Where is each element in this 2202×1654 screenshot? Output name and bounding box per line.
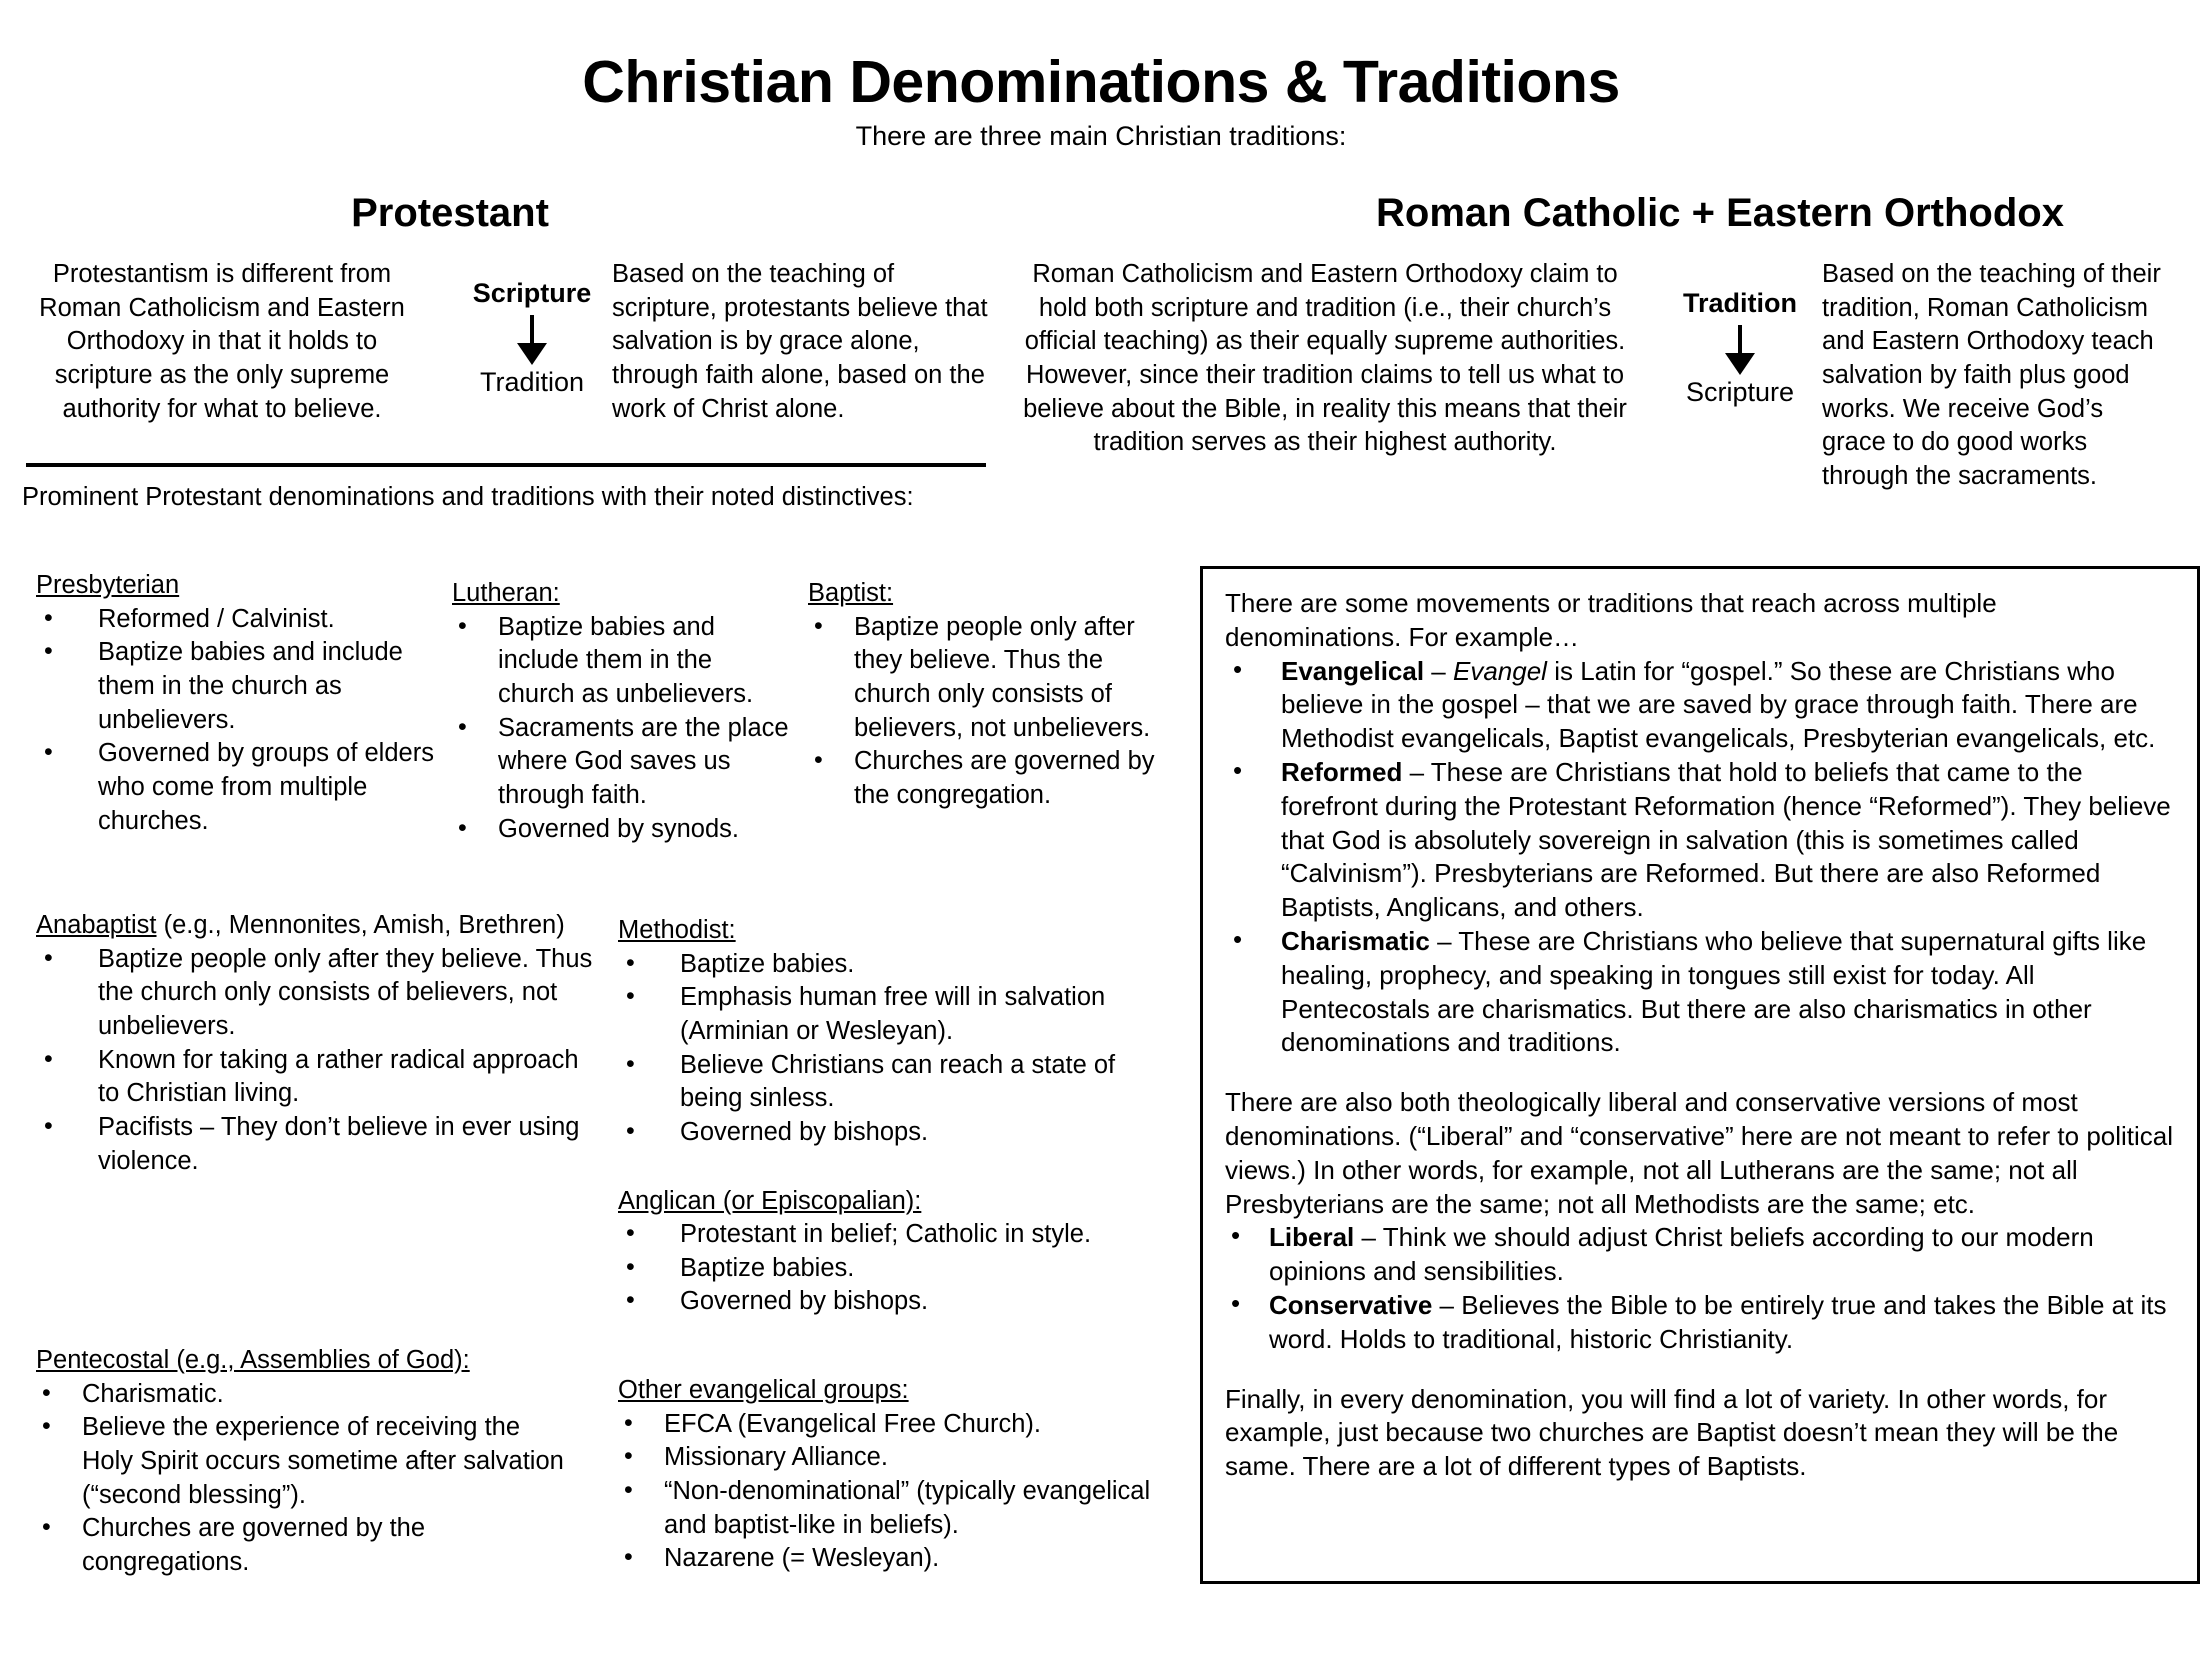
side-panel-content xyxy=(1225,587,2175,1484)
prominent-denominations-line: Prominent Protestant denominations and traditions with their noted distinctives: xyxy=(22,483,914,511)
list-item: • Churches are governed by the congregation. xyxy=(808,745,1168,812)
denomination-block-methodist-anglican xyxy=(618,915,1178,1319)
list-item: • Pacifists – They don’t believe in ever using violence. xyxy=(36,1111,606,1178)
list-item: • Sacraments are the place where God saves us through faith. xyxy=(452,712,792,813)
denomination-title-other-evangelical: Other evangelical groups: xyxy=(618,1376,909,1404)
list-item: • “Non-denominational” (typically evangelical and baptist-like in beliefs). xyxy=(618,1475,1178,1542)
denomination-list-lutheran xyxy=(452,611,792,847)
catholic-orthodox-authority-bottom: Scripture xyxy=(1685,377,1795,408)
list-item: • Evangelical – Evangel is Latin for “gospel.” So these are Christians who believe in the gospel – that we are saved by grace through faith. There are Methodist evangelicals, Baptist evangelicals, Presbyterian evangelicals, etc. xyxy=(1225,655,2175,756)
denomination-title-methodist: Methodist: xyxy=(618,916,736,944)
list-item: • Governed by synods. xyxy=(452,813,792,847)
list-item: • Conservative – Believes the Bible to be entirely true and takes the Bible at its word. Holds to traditional, historic Christianity. xyxy=(1225,1289,2175,1357)
list-item: • Believe Christians can reach a state of being sinless. xyxy=(618,1049,1178,1116)
list-item: • Governed by bishops. xyxy=(618,1116,1178,1150)
list-item: • Baptize babies and include them in the church as unbelievers. xyxy=(36,636,456,737)
list-item: • Governed by bishops. xyxy=(618,1285,1178,1319)
denomination-title-pentecostal: Pentecostal (e.g., Assemblies of God): xyxy=(36,1346,470,1374)
denomination-block-lutheran xyxy=(452,578,792,846)
list-item: • Charismatic – These are Christians who believe that supernatural gifts like healing, prophecy, and speaking in tongues still exist for today. All Pentecostals are charismatics. But there are also charismatics in other denominations and traditions. xyxy=(1225,925,2175,1060)
list-item: • Reformed / Calvinist. xyxy=(36,603,456,637)
denomination-title-baptist: Baptist: xyxy=(808,579,894,607)
side-panel-intro: There are some movements or traditions that reach across multiple denominations. For example… xyxy=(1225,588,1997,652)
section-heading-catholic-orthodox: Roman Catholic + Eastern Orthodox xyxy=(1376,191,2064,235)
protestant-authority-bottom: Tradition xyxy=(479,367,585,398)
denomination-title-anabaptist: Anabaptist (e.g., Mennonites, Amish, Brethren) xyxy=(36,911,565,939)
cross-denominational-movements-box xyxy=(1200,566,2200,1584)
side-panel-movements-list xyxy=(1225,655,2175,1061)
protestant-right-paragraph: Based on the teaching of scripture, protestants believe that salvation is by grace alone, through faith alone, based on the work of Christ alone. xyxy=(612,260,988,423)
list-item: • Protestant in belief; Catholic in style. xyxy=(618,1218,1178,1252)
denomination-title-lutheran: Lutheran: xyxy=(452,579,560,607)
list-item: • Governed by groups of elders who come from multiple churches. xyxy=(36,737,456,838)
protestant-authority-diagram xyxy=(442,278,622,398)
denomination-list-anglican xyxy=(618,1218,1178,1319)
protestant-authority-top: Scripture xyxy=(472,278,592,308)
catholic-orthodox-authority-top: Tradition xyxy=(1683,288,1797,318)
page-title: Christian Denominations & Traditions xyxy=(582,49,1620,115)
list-item: • Baptize babies. xyxy=(618,948,1178,982)
denomination-block-presbyterian xyxy=(36,570,456,838)
list-item: • Nazarene (= Wesleyan). xyxy=(618,1542,1178,1576)
denomination-list-methodist xyxy=(618,948,1178,1150)
list-item: • Baptize people only after they believe. Thus the church only consists of believers, not unbelievers. xyxy=(808,611,1168,746)
list-item: • Charismatic. xyxy=(36,1378,576,1412)
list-item: • Missionary Alliance. xyxy=(618,1441,1178,1475)
list-item: • Baptize people only after they believe. Thus the church only consists of believers, not unbelievers. xyxy=(36,943,606,1044)
list-item: • Liberal – Think we should adjust Christ beliefs according to our modern opinions and sensibilities. xyxy=(1225,1221,2175,1289)
list-item: • Known for taking a rather radical approach to Christian living. xyxy=(36,1044,606,1111)
list-item: • Reformed – These are Christians that hold to beliefs that came to the forefront during the Protestant Reformation (hence “Reformed”). They believe that God is absolutely sovereign in salvation (this is sometimes called “Calvinism”). Presbyterians are Reformed. But there are also Reformed Baptists, Anglicans, and others. xyxy=(1225,756,2175,925)
page-subtitle: There are three main Christian traditions: xyxy=(855,121,1347,151)
catholic-orthodox-right-paragraph: Based on the teaching of their tradition, Roman Catholicism and Eastern Orthodoxy teach salvation by faith plus good works. We receive God’s grace to do good works through the sacraments. xyxy=(1822,260,2161,490)
list-item: • Believe the experience of receiving the Holy Spirit occurs sometime after salvation (“second blessing”). xyxy=(36,1411,576,1512)
protestant-left-paragraph: Protestantism is different from Roman Catholicism and Eastern Orthodoxy in that it holds to scripture as the only supreme authority for what to believe. xyxy=(39,260,405,423)
list-item: • EFCA (Evangelical Free Church). xyxy=(618,1408,1178,1442)
horizontal-divider xyxy=(26,463,986,467)
list-item: • Emphasis human free will in salvation (Arminian or Wesleyan). xyxy=(618,981,1178,1048)
side-panel-closing: Finally, in every denomination, you will find a lot of variety. In other words, for example, just because two churches are Baptist doesn’t mean they will be the same. There are a lot of different types of Baptists. xyxy=(1225,1383,2119,1482)
denomination-block-pentecostal xyxy=(36,1345,576,1580)
denomination-list-anabaptist xyxy=(36,943,606,1179)
denomination-list-baptist xyxy=(808,611,1168,813)
list-item: • Churches are governed by the congregations. xyxy=(36,1512,576,1579)
list-item: • Baptize babies and include them in the church as unbelievers. xyxy=(452,611,792,712)
side-panel-liberal-conservative-intro: There are also both theologically liberal and conservative versions of most denominations. (“Liberal” and “conservative” here are not meant to refer to political views.) In other words, for example, not all Lutherans are the same; not all Presbyterians are the same; not all Methodists are the same; etc. xyxy=(1225,1087,2174,1219)
list-item: • Baptize babies. xyxy=(618,1252,1178,1286)
denomination-list-other-evangelical xyxy=(618,1408,1178,1576)
arrow-down-icon xyxy=(442,313,622,365)
arrow-down-icon xyxy=(1650,323,1830,375)
denomination-title-presbyterian: Presbyterian xyxy=(36,571,180,599)
denomination-list-presbyterian xyxy=(36,603,456,839)
side-panel-liberal-conservative-list xyxy=(1225,1221,2175,1356)
section-heading-protestant: Protestant xyxy=(351,191,549,235)
denomination-block-other-evangelical xyxy=(618,1375,1178,1576)
catholic-orthodox-left-paragraph: Roman Catholicism and Eastern Orthodoxy claim to hold both scripture and tradition (i.e., their church’s official teaching) as their equally supreme authorities. However, since their tradition claims to tell us what to believe about the Bible, in reality this means that their tradition serves as their highest authority. xyxy=(1023,260,1627,457)
denomination-list-pentecostal xyxy=(36,1378,576,1580)
denomination-title-anglican: Anglican (or Episcopalian): xyxy=(618,1186,922,1215)
denomination-block-anabaptist xyxy=(36,910,606,1178)
catholic-orthodox-authority-diagram xyxy=(1650,288,1830,408)
denomination-block-baptist xyxy=(808,578,1168,813)
